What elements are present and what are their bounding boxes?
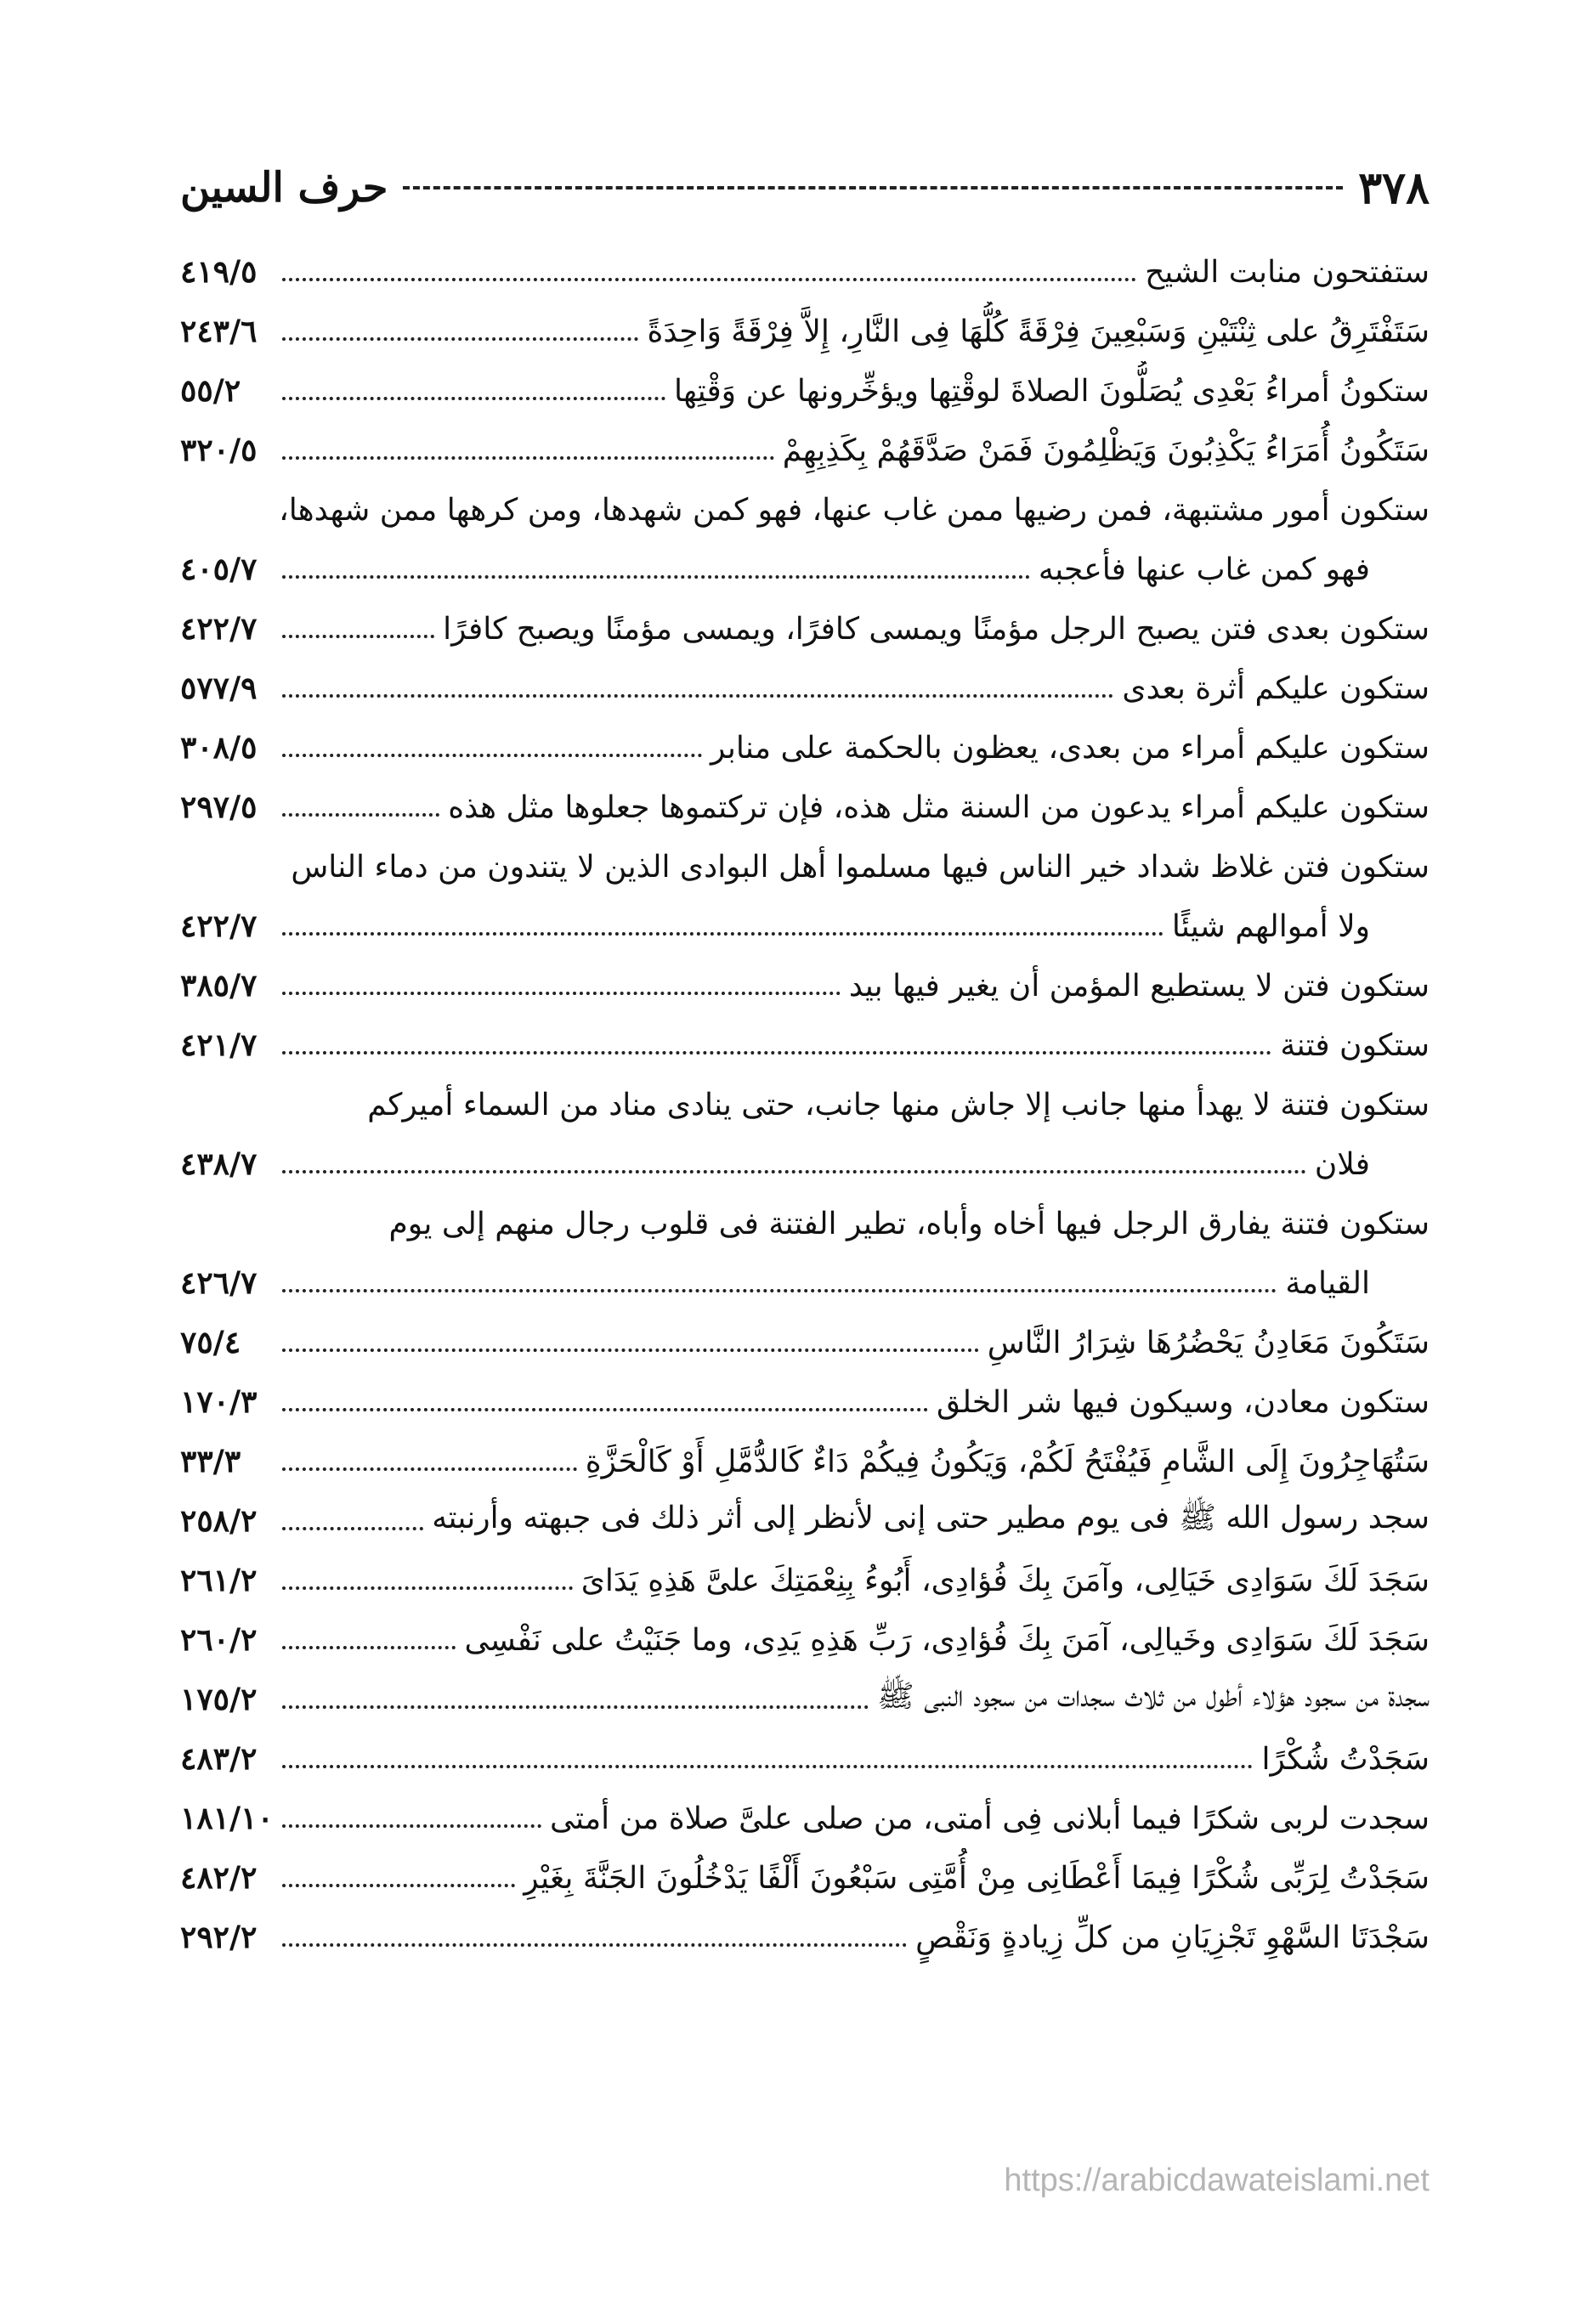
entry-text: ستكون عليكم أمراء يدعون من السنة مثل هذه، فإن تركتموها جعلوها مثل هذه bbox=[448, 789, 1430, 825]
index-entry bbox=[180, 421, 1430, 480]
entry-reference: ٣٨٥/٧ bbox=[180, 968, 258, 1004]
entry-text: ستكون فتن غلاظ شداد خير الناس فيها مسلموا أهل البوادى الذين لا يتندون من دماء الناس bbox=[291, 849, 1430, 885]
entry-text: ولا أموالهم شيئًا bbox=[1171, 908, 1370, 944]
dot-leader bbox=[282, 1349, 979, 1352]
dot-leader bbox=[282, 1408, 928, 1411]
header-rule bbox=[403, 186, 1343, 189]
entry-text: سجدت لربى شكرًا فيما أبلانى فِى أمتى، من صلى علىَّ صلاة من أمتى bbox=[550, 1801, 1430, 1836]
index-entry bbox=[180, 1491, 1430, 1551]
entry-reference: ٤٢١/٧ bbox=[180, 1027, 258, 1063]
entry-text: ستكون بعدى فتن يصبح الرجل مؤمنًا ويمسى كافرًا، ويمسى مؤمنًا ويصبح كافرًا bbox=[443, 611, 1430, 647]
index-entry bbox=[180, 718, 1430, 777]
index-entry bbox=[180, 1729, 1430, 1789]
entry-text: فهو كمن غاب عنها فأعجبه bbox=[1038, 551, 1370, 587]
index-entry bbox=[180, 480, 1430, 540]
entry-reference: ٤٠٥/٧ bbox=[180, 551, 258, 587]
dot-leader bbox=[282, 278, 1136, 281]
dot-leader bbox=[282, 813, 439, 817]
index-entry bbox=[180, 777, 1430, 837]
entry-reference: ٤٢٦/٧ bbox=[180, 1265, 258, 1301]
index-entry-continuation bbox=[180, 540, 1430, 599]
index-entry bbox=[180, 1313, 1430, 1372]
entry-text: القيامة bbox=[1285, 1265, 1370, 1301]
entry-text: سَجَدْتُ لِرَبِّى شُكْرًا فِيمَا أَعْطَانِى مِنْ أُمَّتِى سَبْعُونَ أَلْفًا يَدْخُلُونَ الجَنَّةَ بِغَيْرِ bbox=[524, 1860, 1430, 1896]
dot-leader bbox=[282, 1765, 1253, 1768]
entry-reference: ٤١٩/٥ bbox=[180, 254, 258, 290]
entry-reference: ٥٧٧/٩ bbox=[180, 670, 258, 706]
index-entry bbox=[180, 1848, 1430, 1908]
entry-text: فلان bbox=[1314, 1146, 1370, 1182]
dot-leader bbox=[282, 397, 665, 400]
entry-reference: ٤٢٢/٧ bbox=[180, 611, 258, 647]
index-entry bbox=[180, 1789, 1430, 1848]
entry-reference: ٧٥/٤ bbox=[180, 1325, 241, 1360]
dot-leader bbox=[282, 754, 702, 757]
entry-text: سَجَدَ لَكَ سَوَادِى خَيَالِى، وآمَنَ بِكَ فُؤادِى، أَبُوءُ بِنِعْمَتِكَ علىَّ هَذِهِ يَدَاىَ bbox=[580, 1563, 1430, 1598]
dot-leader bbox=[282, 1586, 573, 1590]
index-entries bbox=[180, 242, 1430, 1967]
dot-leader bbox=[282, 1170, 1306, 1173]
entry-reference: ٣٠٨/٥ bbox=[180, 730, 258, 766]
index-entry bbox=[180, 1551, 1430, 1610]
index-entry-continuation bbox=[180, 1253, 1430, 1313]
index-entry bbox=[180, 1908, 1430, 1967]
entry-text: ستكون فتنة يفارق الرجل فيها أخاه وأباه، تطير الفتنة فى قلوب رجال منهم إلى يوم bbox=[388, 1206, 1430, 1241]
dot-leader bbox=[282, 635, 434, 638]
entry-reference: ٢٩٢/٢ bbox=[180, 1920, 258, 1955]
dot-leader bbox=[282, 694, 1113, 698]
entry-reference: ٣٣/٣ bbox=[180, 1444, 241, 1479]
dot-leader bbox=[282, 1289, 1277, 1292]
entry-reference: ٤٨٣/٢ bbox=[180, 1741, 258, 1777]
index-entry bbox=[180, 1432, 1430, 1491]
entry-text: سجدة من سجود هؤلاء أطول من ثلاث سجدات من سجود النبى ﷺ bbox=[877, 1679, 1430, 1714]
watermark: https://arabicdawateislami.net bbox=[1004, 2163, 1430, 2198]
index-entry bbox=[180, 599, 1430, 659]
entry-text: ستكون معادن، وسيكون فيها شر الخلق bbox=[936, 1384, 1430, 1420]
entry-text: سجد رسول الله ﷺ فى يوم مطير حتى إنى لأنظر إلى أثر ذلك فى جبهته وأرنبته bbox=[432, 1501, 1430, 1535]
entry-reference: ٢٤٣/٦ bbox=[180, 314, 258, 349]
dot-leader bbox=[282, 337, 638, 341]
entry-text: ستكون فتنة لا يهدأ منها جانب إلا جاش منها جانب، حتى ينادى مناد من السماء أميركم bbox=[367, 1087, 1430, 1122]
index-entry bbox=[180, 837, 1430, 896]
chapter-title: حرف السين bbox=[180, 164, 388, 212]
entry-text: ستكون عليكم أثرة بعدى bbox=[1122, 670, 1430, 706]
dot-leader bbox=[282, 1824, 541, 1828]
dot-leader bbox=[282, 1467, 577, 1471]
entry-text: سَتَفْتَرِقُ على ثِنْتَيْنِ وَسَبْعِينَ فِرْقَةً كُلُّهَا فِى النَّارِ، إِلاَّ فِرْقَةً وَاحِدَةً bbox=[647, 314, 1430, 349]
entry-reference: ٢٦١/٢ bbox=[180, 1563, 258, 1598]
entry-reference: ١٧٥/٢ bbox=[180, 1682, 258, 1717]
entry-reference: ١٨١/١٠ bbox=[180, 1801, 274, 1836]
entry-reference: ١٧٠/٣ bbox=[180, 1384, 258, 1420]
entry-text: ستكونُ أمراءُ بَعْدِى يُصَلُّونَ الصلاةَ لوقْتِها ويؤخِّرونها عن وَقْتِها bbox=[674, 373, 1430, 409]
index-entry-continuation bbox=[180, 896, 1430, 956]
entry-text: سَتُهَاجِرُونَ إِلَى الشَّامِ فَيُفْتَحُ لَكُمْ، وَيَكُونُ فِيكُمْ دَاءٌ كَالدُّمَّلِ أَوْ كَالْحَزَّةِ bbox=[585, 1444, 1430, 1479]
dot-leader bbox=[282, 1051, 1271, 1055]
entry-text: سَجْدَتَا السَّهْوِ تَجْزِيَانِ من كلِّ زِيادةٍ وَنَقْصٍ bbox=[915, 1920, 1430, 1955]
entry-reference: ٣٢٠/٥ bbox=[180, 433, 258, 468]
dot-leader bbox=[282, 1943, 907, 1947]
entry-text: ستكون فتن لا يستطيع المؤمن أن يغير فيها بيد bbox=[848, 968, 1430, 1004]
index-entry-continuation bbox=[180, 1134, 1430, 1194]
entry-reference: ٤٢٢/٧ bbox=[180, 908, 258, 944]
entry-reference: ٢٥٨/٢ bbox=[180, 1503, 258, 1539]
index-entry bbox=[180, 1194, 1430, 1253]
dot-leader bbox=[282, 1646, 456, 1649]
entry-text: سَتَكُونُ أُمَرَاءُ يَكْذِبُونَ وَيَظْلِمُونَ فَمَنْ صَدَّقَهُمْ بِكَذِبِهِمْ bbox=[782, 433, 1430, 468]
index-entry bbox=[180, 302, 1430, 361]
entry-reference: ٢٩٧/٥ bbox=[180, 789, 258, 825]
index-entry bbox=[180, 361, 1430, 421]
entry-text: سَجَدَ لَكَ سَوَادِى وخَيالِى، آمَنَ بِكَ فُؤادِى، رَبِّ هَذِهِ يَدِى، وما جَنَيْتُ على نَفْسِى bbox=[464, 1622, 1430, 1658]
entry-text: ستفتحون منابت الشيح bbox=[1145, 254, 1430, 290]
page-header bbox=[180, 158, 1430, 218]
entry-reference: ٢٦٠/٢ bbox=[180, 1622, 258, 1658]
index-entry bbox=[180, 659, 1430, 718]
entry-text: ستكون أمور مشتبهة، فمن رضيها ممن غاب عنها، فهو كمن شهدها، ومن كرهها ممن شهدها، bbox=[279, 492, 1430, 528]
index-entry bbox=[180, 1610, 1430, 1670]
dot-leader bbox=[282, 1884, 515, 1887]
dot-leader bbox=[282, 456, 774, 460]
entry-reference: ٤٣٨/٧ bbox=[180, 1146, 258, 1182]
entry-text: ستكون فتنة bbox=[1280, 1027, 1430, 1063]
index-entry bbox=[180, 956, 1430, 1015]
dot-leader bbox=[282, 575, 1030, 579]
dot-leader bbox=[282, 1527, 423, 1530]
dot-leader bbox=[282, 992, 841, 995]
index-entry bbox=[180, 1372, 1430, 1432]
entry-text: ستكون عليكم أمراء من بعدى، يعظون بالحكمة على منابر bbox=[711, 730, 1430, 766]
index-entry bbox=[180, 1670, 1430, 1729]
index-entry bbox=[180, 1075, 1430, 1134]
dot-leader bbox=[282, 1705, 869, 1709]
index-entry bbox=[180, 1015, 1430, 1075]
index-entry bbox=[180, 242, 1430, 302]
entry-reference: ٤٨٢/٢ bbox=[180, 1860, 258, 1896]
page-number: ٣٧٨ bbox=[1358, 161, 1430, 214]
entry-reference: ٥٥/٢ bbox=[180, 373, 241, 409]
entry-text: سَتَكُونَ مَعَادِنُ يَحْضُرُهَا شِرَارُ النَّاسِ bbox=[987, 1325, 1430, 1360]
entry-text: سَجَدْتُ شُكْرًا bbox=[1261, 1741, 1430, 1777]
dot-leader bbox=[282, 932, 1164, 936]
